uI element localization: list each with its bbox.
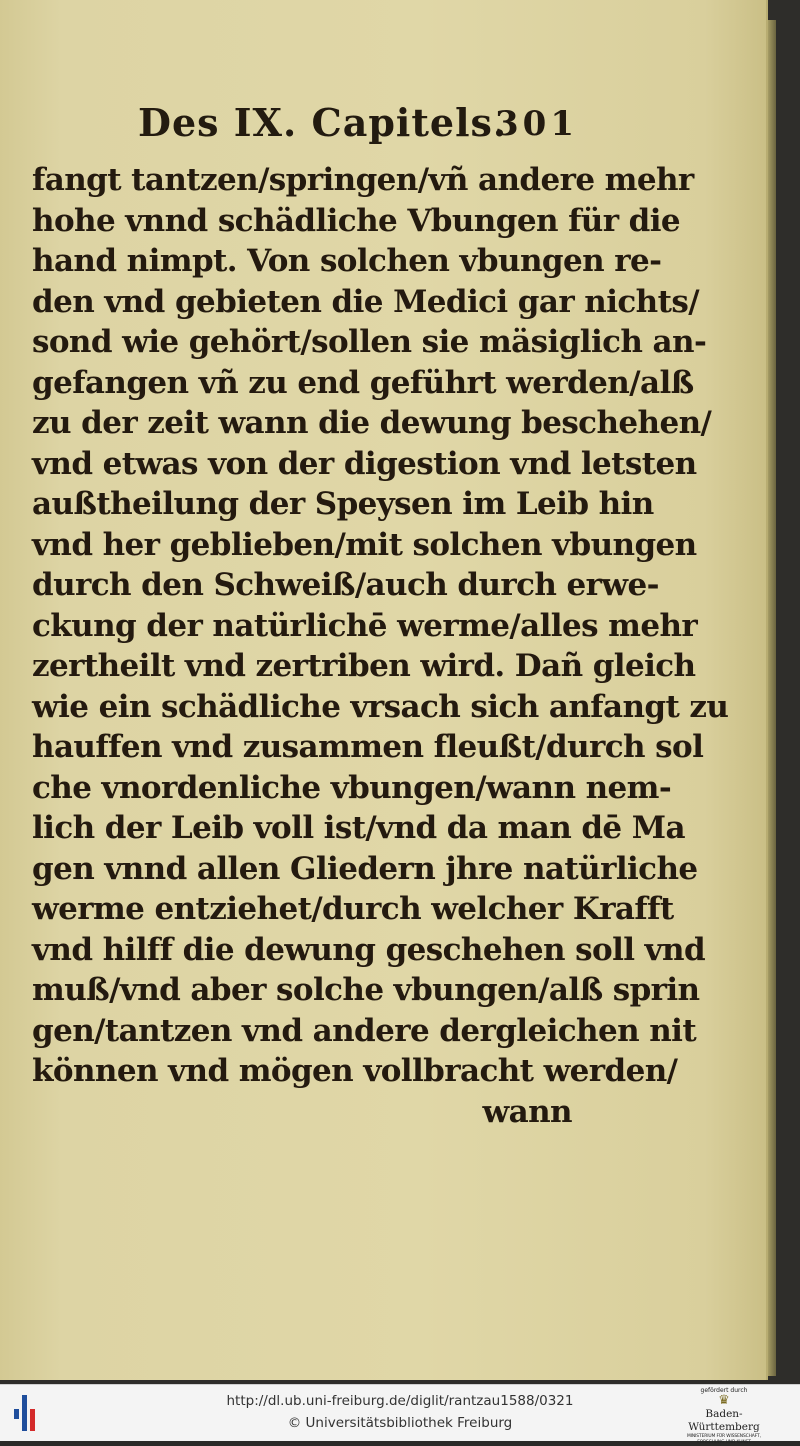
text-line: den vnd gebieten die Medici gar nichts/	[32, 283, 699, 320]
permalink-url[interactable]: http://dl.ub.uni-freiburg.de/diglit/rantzau1588/0321	[226, 1393, 574, 1409]
sponsor-logo	[678, 1387, 770, 1445]
sponsor-state: Baden-Württemberg	[688, 1408, 760, 1433]
footer-bar	[0, 1384, 800, 1445]
page-number: 301	[495, 104, 578, 144]
text-line: können vnd mögen vollbracht werden/	[32, 1053, 678, 1089]
text-line: vnd hilff die dewung geschehen soll vnd	[32, 931, 706, 968]
text-line: hand nimpt. Von solchen vbungen re-	[32, 243, 662, 279]
text-line: wie ein schädliche vrsach sich anfangt zu	[32, 688, 729, 725]
coat-of-arms-icon: ♛	[718, 1393, 730, 1408]
text-line: vnd her geblieben/mit solchen vbungen	[32, 526, 697, 563]
text-line: zu der zeit wann die dewung beschehen/	[32, 405, 712, 441]
catchword: wann	[482, 1093, 572, 1130]
text-line: hauffen vnd zusammen fleußt/durch sol	[32, 729, 704, 765]
text-line: vnd etwas von der digestion vnd letsten	[32, 445, 697, 482]
text-line: außtheilung der Speysen im Leib hin	[32, 486, 654, 522]
text-line: che vnordenliche vbungen/wann nem-	[32, 769, 672, 806]
text-line: werme entziehet/durch welcher Krafft	[32, 891, 674, 927]
text-line: muß/vnd aber solche vbungen/alß sprin	[32, 972, 700, 1008]
page-edge	[768, 20, 776, 1376]
text-line: zertheilt vnd zertriben wird. Dañ gleich	[32, 648, 696, 684]
text-line: ckung der natürlichē werme/alles mehr	[32, 607, 698, 644]
sponsor-ministry: MINISTERIUM FÜR WISSENSCHAFT, FORSCHUNG UND KUNST	[687, 1434, 761, 1445]
text-line: gen vnnd allen Gliedern jhre natürliche	[32, 850, 698, 887]
text-line: fangt tantzen/springen/vñ andere mehr	[32, 162, 694, 198]
body-text	[32, 160, 729, 1132]
text-line: gen/tantzen vnd andere dergleichen nit	[32, 1012, 697, 1049]
copyright-notice: © Universitätsbibliothek Freiburg	[287, 1415, 513, 1431]
text-line: sond wie gehört/sollen sie mäsiglich an-	[32, 324, 707, 360]
page-header	[138, 100, 578, 160]
text-line: gefangen vñ zu end geführt werden/alß	[32, 364, 694, 401]
text-line: hohe vnnd schädliche Vbungen für die	[32, 202, 681, 239]
running-title: Des IX. Capitels.	[138, 100, 508, 145]
text-line: lich der Leib voll ist/vnd da man dē Ma	[32, 810, 685, 846]
sponsor-label: gefördert durch	[700, 1387, 748, 1394]
text-line: durch den Schweiß/auch durch erwe-	[32, 567, 659, 603]
